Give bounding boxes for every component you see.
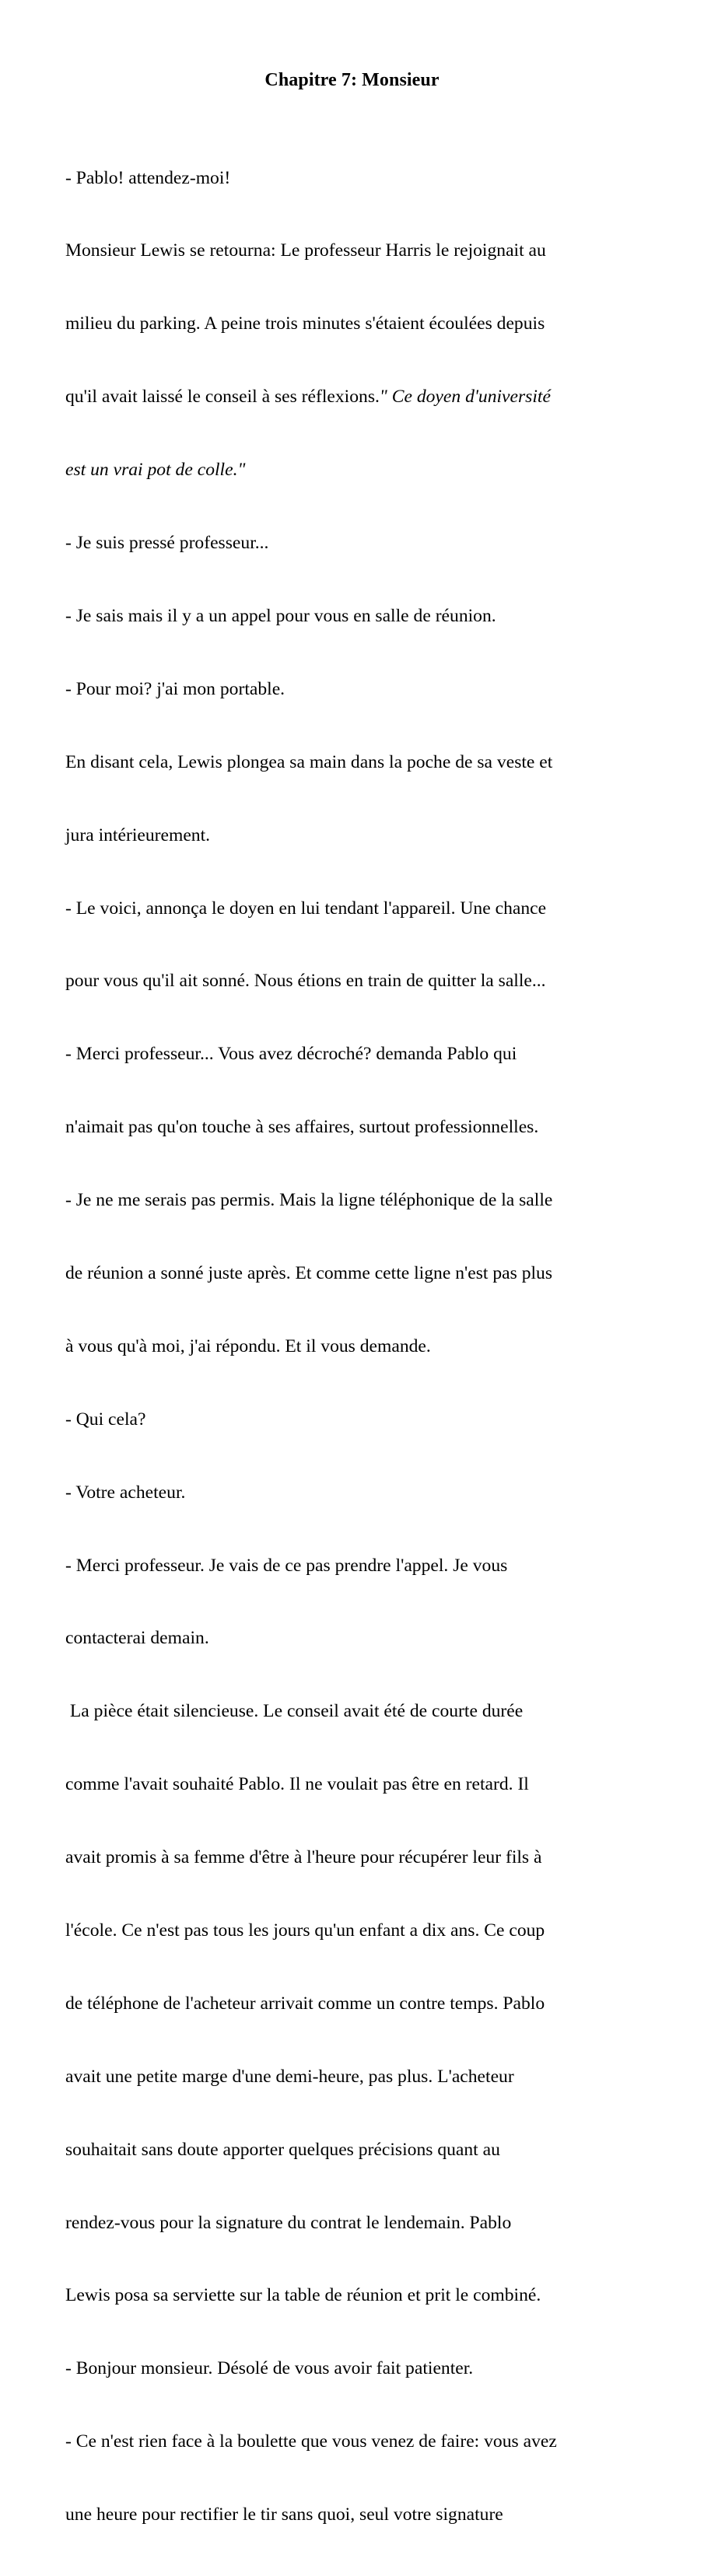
text-line: jura intérieurement. (65, 824, 211, 845)
text-line: à vous qu'à moi, j'ai répondu. Et il vous demande. (65, 1335, 431, 1356)
italic-quote-segment: " Ce doyen d'université (379, 387, 551, 408)
text-line: - Qui cela? (65, 1409, 146, 1430)
text-line: pour vous qu'il ait sonné. Nous étions en train de quitter la salle... (65, 971, 546, 992)
text-segment: qu'il avait laissé le conseil à ses réflexions. (65, 387, 380, 408)
text-line: - Merci professeur. Je vais de ce pas prendre l'appel. Je vous (65, 1555, 508, 1576)
text-line: souhaitait sans doute apporter quelques précisions quant au (65, 2139, 500, 2160)
text-line: - Le voici, annonça le doyen en lui tendant l'appareil. Une chance (65, 898, 547, 919)
text-line-with-quote (65, 385, 641, 409)
text-line: de réunion a sonné juste après. Et comme cette ligne n'est pas plus (65, 1262, 553, 1283)
text-line: - Pablo! attendez-moi! (65, 167, 231, 188)
text-line: comme l'avait souhaité Pablo. Il ne voulait pas être en retard. Il (65, 1774, 529, 1795)
text-line: La pièce était silencieuse. Le conseil avait été de courte durée (65, 1701, 524, 1722)
text-line: Lewis posa sa serviette sur la table de réunion et prit le combiné. (65, 2285, 541, 2306)
text-line: avait une petite marge d'une demi-heure, pas plus. L'acheteur (65, 2066, 514, 2087)
text-line: - Merci professeur... Vous avez décroché? demanda Pablo qui (65, 1044, 517, 1065)
text-line: - Je sais mais il y a un appel pour vous en salle de réunion. (65, 605, 496, 626)
text-line: rendez-vous pour la signature du contrat le lendemain. Pablo (65, 2212, 512, 2233)
text-line: milieu du parking. A peine trois minutes s'étaient écoulées depuis (65, 313, 545, 334)
text-line: n'aimait pas qu'on touche à ses affaires, surtout professionnelles. (65, 1117, 539, 1138)
text-line: - Pour moi? j'ai mon portable. (65, 678, 285, 699)
text-line: de téléphone de l'acheteur arrivait comme un contre temps. Pablo (65, 1993, 545, 2014)
italic-quote-line (65, 458, 641, 482)
text-line: - Votre acheteur. (65, 1482, 186, 1503)
text-line: - Je ne me serais pas permis. Mais la ligne téléphonique de la salle (65, 1190, 553, 1211)
text-line: - Je suis pressé professeur... (65, 533, 269, 554)
page-title: Chapitre 7: Monsieur (264, 70, 440, 90)
body-text (65, 117, 641, 2576)
text-line: - Bonjour monsieur. Désolé de vous avoir fait patienter. (65, 2358, 474, 2379)
text-line: Monsieur Lewis se retourna: Le professeur Harris le rejoignait au (65, 240, 546, 261)
text-line: - Ce n'est rien face à la boulette que vous venez de faire: vous avez (65, 2431, 557, 2452)
text-line: avait promis à sa femme d'être à l'heure pour récupérer leur fils à (65, 1847, 542, 1868)
italic-quote-segment: est un vrai pot de colle." (65, 460, 246, 481)
text-line: contacterai demain. (65, 1628, 209, 1649)
text-line: une heure pour rectifier le tir sans quoi, seul votre signature (65, 2504, 503, 2525)
text-line: En disant cela, Lewis plongea sa main dans la poche de sa veste et (65, 751, 553, 772)
text-line: l'école. Ce n'est pas tous les jours qu'un enfant a dix ans. Ce coup (65, 1920, 545, 1941)
